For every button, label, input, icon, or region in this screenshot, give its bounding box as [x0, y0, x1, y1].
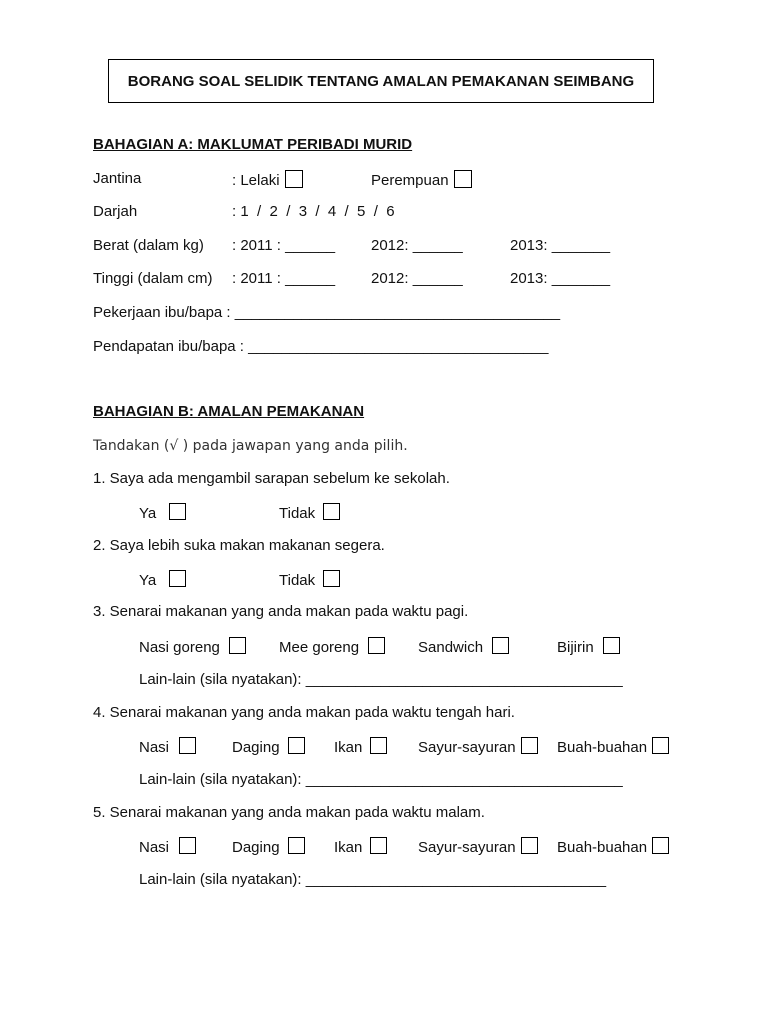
- gender-male-label: : Lelaki: [232, 172, 280, 189]
- q4-other-field[interactable]: Lain-lain (sila nyatakan): ______________________________________: [139, 771, 623, 788]
- q5-option-label: Sayur-sayuran: [418, 839, 516, 856]
- gender-male-option: [232, 170, 303, 190]
- q5-text: 5. Senarai makanan yang anda makan pada waktu malam.: [93, 804, 485, 821]
- q2-no-option: [279, 570, 340, 590]
- tinggi-label: Tinggi (dalam cm): [93, 270, 213, 287]
- q1-yes-checkbox[interactable]: [169, 503, 186, 520]
- q5-option-buah: [557, 837, 669, 857]
- q3-nasi-goreng-checkbox[interactable]: [229, 637, 246, 654]
- q5-other-field[interactable]: Lain-lain (sila nyatakan): ____________________________________: [139, 871, 607, 888]
- q4-nasi-checkbox[interactable]: [179, 737, 196, 754]
- q4-option-label: Sayur-sayuran: [418, 739, 516, 756]
- q5-option-label: Nasi: [139, 839, 170, 856]
- q2-text: 2. Saya lebih suka makan makanan segera.: [93, 537, 385, 554]
- gender-male-checkbox[interactable]: [285, 170, 303, 188]
- jantina-label: Jantina: [93, 170, 142, 187]
- form-title-text: BORANG SOAL SELIDIK TENTANG AMALAN PEMAKANAN SEIMBANG: [127, 72, 635, 90]
- gender-female-option: [371, 170, 472, 190]
- q1-yes-option: [139, 503, 186, 523]
- q4-sayur-checkbox[interactable]: [521, 737, 538, 754]
- q1-no-checkbox[interactable]: [323, 503, 340, 520]
- q3-option-mee-goreng: [279, 637, 385, 657]
- q3-mee-goreng-checkbox[interactable]: [368, 637, 385, 654]
- tinggi-2011-field[interactable]: : 2011 : ______: [232, 270, 336, 287]
- q3-option-label: Sandwich: [418, 639, 484, 656]
- tinggi-2012-field[interactable]: 2012: ______: [371, 270, 463, 287]
- q3-bijirin-checkbox[interactable]: [603, 637, 620, 654]
- q5-buah-checkbox[interactable]: [652, 837, 669, 854]
- q3-option-label: Bijirin: [557, 639, 594, 656]
- q5-option-daging: [232, 837, 305, 857]
- q4-daging-checkbox[interactable]: [288, 737, 305, 754]
- q4-option-buah: [557, 737, 669, 757]
- section-a-heading: BAHAGIAN A: MAKLUMAT PERIBADI MURID: [93, 136, 413, 153]
- section-b-heading: BAHAGIAN B: AMALAN PEMAKANAN: [93, 403, 365, 420]
- q2-yes-checkbox[interactable]: [169, 570, 186, 587]
- q5-sayur-checkbox[interactable]: [521, 837, 538, 854]
- q1-no-option: [279, 503, 340, 523]
- q4-ikan-checkbox[interactable]: [370, 737, 387, 754]
- q5-nasi-checkbox[interactable]: [179, 837, 196, 854]
- gender-female-label: Perempuan: [371, 172, 449, 189]
- q4-option-nasi: [139, 737, 196, 757]
- q5-ikan-checkbox[interactable]: [370, 837, 387, 854]
- berat-2013-field[interactable]: 2013: _______: [510, 237, 611, 254]
- q4-option-daging: [232, 737, 305, 757]
- q5-option-sayur: [418, 837, 538, 857]
- pendapatan-field[interactable]: Pendapatan ibu/bapa : ____________________________________: [93, 338, 549, 355]
- q3-text: 3. Senarai makanan yang anda makan pada waktu pagi.: [93, 603, 469, 620]
- q5-option-label: Ikan: [334, 839, 363, 856]
- q5-option-nasi: [139, 837, 196, 857]
- berat-2011-field[interactable]: : 2011 : ______: [232, 237, 336, 254]
- q5-option-label: Buah-buahan: [557, 839, 648, 856]
- q4-buah-checkbox[interactable]: [652, 737, 669, 754]
- q3-other-field[interactable]: Lain-lain (sila nyatakan): ______________________________________: [139, 671, 623, 688]
- q2-yes-label: Ya: [139, 572, 157, 589]
- q2-no-checkbox[interactable]: [323, 570, 340, 587]
- q5-option-ikan: [334, 837, 387, 857]
- q1-no-label: Tidak: [279, 505, 316, 522]
- q3-option-label: Mee goreng: [279, 639, 360, 656]
- q3-sandwich-checkbox[interactable]: [492, 637, 509, 654]
- q3-option-bijirin: [557, 637, 620, 657]
- q5-daging-checkbox[interactable]: [288, 837, 305, 854]
- q2-no-label: Tidak: [279, 572, 316, 589]
- q1-yes-label: Ya: [139, 505, 157, 522]
- q4-text: 4. Senarai makanan yang anda makan pada waktu tengah hari.: [93, 704, 515, 721]
- berat-2012-field[interactable]: 2012: ______: [371, 237, 463, 254]
- darjah-label: Darjah: [93, 203, 138, 220]
- q5-option-label: Daging: [232, 839, 280, 856]
- q4-option-label: Daging: [232, 739, 280, 756]
- q4-option-label: Nasi: [139, 739, 170, 756]
- q3-option-label: Nasi goreng: [139, 639, 220, 656]
- q3-option-sandwich: [418, 637, 509, 657]
- form-title: [108, 59, 654, 103]
- q2-yes-option: [139, 570, 186, 590]
- pekerjaan-field[interactable]: Pekerjaan ibu/bapa : _______________________________________: [93, 304, 561, 321]
- instruction-text: Tandakan (√ ) pada jawapan yang anda pilih.: [93, 438, 408, 454]
- q4-option-sayur: [418, 737, 538, 757]
- darjah-options[interactable]: : 1 / 2 / 3 / 4 / 5 / 6: [232, 203, 395, 220]
- berat-label: Berat (dalam kg): [93, 237, 204, 254]
- q4-option-label: Buah-buahan: [557, 739, 648, 756]
- gender-female-checkbox[interactable]: [454, 170, 472, 188]
- q4-option-ikan: [334, 737, 387, 757]
- tinggi-2013-field[interactable]: 2013: _______: [510, 270, 611, 287]
- q1-text: 1. Saya ada mengambil sarapan sebelum ke sekolah.: [93, 470, 450, 487]
- q4-option-label: Ikan: [334, 739, 363, 756]
- q3-option-nasi-goreng: [139, 637, 246, 657]
